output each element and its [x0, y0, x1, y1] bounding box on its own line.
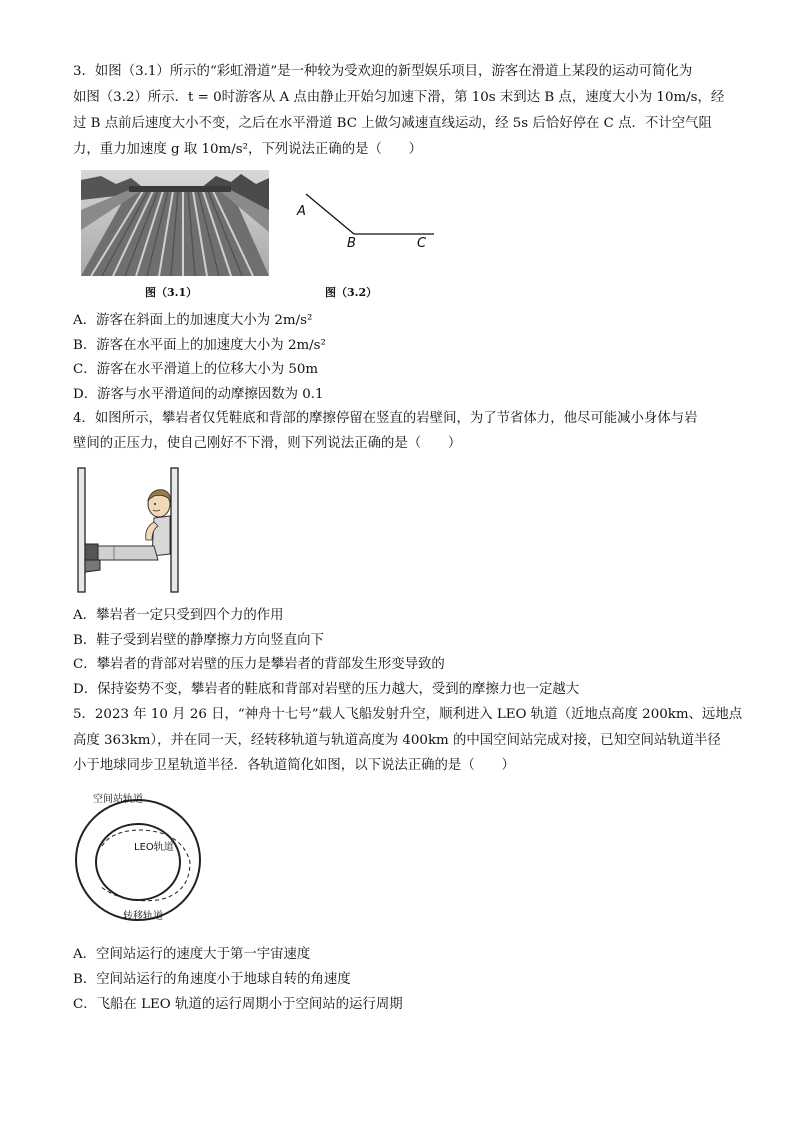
point-a-label: A: [297, 204, 306, 219]
leo-orbit-label: LEO轨道: [134, 842, 174, 853]
q4-option-c: C．攀岩者的背部对岩壁的压力是攀岩者的背部发生形变导致的: [73, 657, 445, 672]
figure-3-1-caption: 图（3.1）: [145, 286, 198, 299]
q4-option-a: A．攀岩者一定只受到四个力的作用: [73, 608, 284, 623]
q3-option-a: A．游客在斜面上的加速度大小为 2m/s²: [73, 313, 313, 328]
q4-stem-line-1: 4．如图所示，攀岩者仅凭鞋底和背部的摩擦停留在竖直的岩壁间，为了节省体力，他尽可能减小身体与岩: [73, 411, 698, 426]
q5-option-c: C．飞船在 LEO 轨道的运行周期小于空间站的运行周期: [73, 997, 403, 1012]
q3-option-c: C．游客在水平滑道上的位移大小为 50m: [73, 362, 319, 377]
transfer-orbit-label: 转移轨道: [123, 911, 163, 922]
q5-stem-line-1: 5．2023 年 10 月 26 日，“神舟十七号”载人飞船发射升空，顺利进入 LEO 轨道（近地点高度 200km、远地点: [73, 707, 743, 722]
orbit-diagram: [72, 786, 204, 926]
q5-stem-line-3: 小于地球同步卫星轨道半径．各轨道简化如图，以下说法正确的是（ ）: [73, 758, 515, 773]
rainbow-slide-photo: [81, 170, 269, 276]
q5-option-a: A．空间站运行的速度大于第一宇宙速度: [73, 947, 311, 962]
q3-stem-line-1: 3．如图（3.1）所示的“彩虹滑道”是一种较为受欢迎的新型娱乐项目，游客在滑道上某段的运动可简化为: [73, 64, 693, 79]
q4-option-b: B．鞋子受到岩壁的静摩擦力方向竖直向下: [73, 633, 324, 648]
q5-stem-line-2: 高度 363km），并在同一天，经转移轨道与轨道高度为 400km 的中国空间站完成对接，已知空间站轨道半径: [73, 733, 721, 748]
q3-stem-line-3: 过 B 点前后速度大小不变，之后在水平滑道 BC 上做匀减速直线运动，经 5s 后恰好停在 C 点．不计空气阻: [73, 116, 712, 131]
climber-between-walls-figure: [74, 466, 184, 596]
station-orbit-label: 空间站轨道: [93, 794, 143, 805]
point-c-label: C: [417, 236, 427, 251]
q5-option-b: B．空间站运行的角速度小于地球自转的角速度: [73, 972, 351, 987]
q4-option-d: D．保持姿势不变，攀岩者的鞋底和背部对岩壁的压力越大，受到的摩擦力也一定越大: [73, 682, 580, 697]
q3-option-b: B．游客在水平面上的加速度大小为 2m/s²: [73, 338, 326, 353]
q4-stem-line-2: 壁间的正压力，使自己刚好不下滑，则下列说法正确的是（ ）: [73, 436, 462, 451]
point-b-label: B: [347, 236, 356, 251]
q3-stem-line-2: 如图（3.2）所示．t = 0时游客从 A 点由静止开始匀加速下滑，第 10s 末到达 B 点，速度大小为 10m/s，经: [73, 90, 725, 105]
q3-stem-line-4: 力，重力加速度 g 取 10m/s²，下列说法正确的是（ ）: [73, 142, 423, 157]
figure-3-2-caption: 图（3.2）: [325, 286, 378, 299]
q3-option-d: D．游客与水平滑道间的动摩擦因数为 0.1: [73, 387, 324, 402]
